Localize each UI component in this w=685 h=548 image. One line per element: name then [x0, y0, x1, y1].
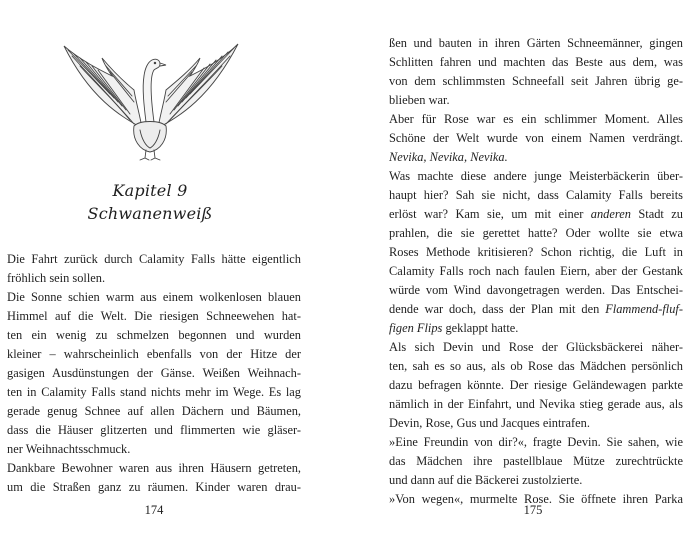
text-line: ten in Calamity Falls stand nichts mehr im Wege. Es lag — [7, 385, 301, 399]
text-line: figen Flips geklappt hatte. — [389, 321, 519, 335]
text-line: prahlen, die sie gerettet hatte? Oder wollte sie etwa — [389, 226, 683, 240]
text-line: um die Straßen ganz zu räumen. Kinder waren drau- — [7, 480, 301, 494]
text-line: Die Sonne schien warm aus einem wolkenlosen blauen — [7, 290, 301, 304]
page-number: 174 — [144, 503, 164, 517]
left-page — [0, 0, 342, 548]
text-line: gerade genug Schnee auf allen Dächern und Bäumen, — [7, 404, 301, 418]
text-line: gasigen Ausdünstungen der Gänse. Weißen Weihnach- — [7, 366, 301, 380]
text-line: Die Fahrt zurück durch Calamity Falls hätte eigentlich — [7, 252, 301, 266]
text-line: nämlich in der Einfahrt, und Nevika stieg gerade aus, als — [389, 397, 683, 411]
text-line: ten, sah es so aus, als ob Rose das Mädchen persönlich — [389, 359, 683, 373]
text-line: Schlitten fahren und machten das Beste aus dem, was — [389, 55, 683, 69]
text-line: ßen und bauten in ihren Gärten Schneemänner, gingen — [389, 36, 683, 50]
text-line: haupt hier? Sah sie nicht, dass Calamity Falls bereits — [389, 188, 683, 202]
text-line: dazu befragen könnte. Der riesige Geländewagen parkte — [389, 378, 683, 392]
swan-illustration — [50, 36, 250, 164]
text-line: Schöne der Welt wurde von einem Namen verdrängt. — [389, 131, 683, 145]
right-page — [342, 0, 685, 548]
text-line: Als sich Devin und Rose der Glücksbäckerei näher- — [389, 340, 683, 354]
chapter-title: Schwanenweiß — [87, 204, 213, 223]
text-line: kleiner – wahrscheinlich ebenfalls von der Hitze der — [7, 347, 301, 361]
text-line: dende war doch, dass der Plan mit den Flammend-fluf- — [389, 302, 683, 316]
text-line: Roses Methode kritisieren? Schon richtig, die Luft in — [389, 245, 683, 259]
text-line: Calamity Falls roch nach faulen Eiern, aber der Gestank — [389, 264, 683, 278]
right-page-body — [389, 34, 683, 509]
text-line: Himmel auf die Welt. Die riesigen Schneewehen hat- — [7, 309, 301, 323]
text-line: würde vom Wind davongetragen werden. Das Entschei- — [389, 283, 683, 297]
page-number: 175 — [523, 503, 543, 517]
text-line: Devin, Rose, Gus und Jacques eintrafen. — [389, 416, 590, 430]
text-line: fröhlich sein sollen. — [7, 271, 106, 285]
text-line: »Eine Freundin von dir?«, fragte Devin. Sie sahen, wie — [389, 435, 683, 449]
text-line: und dann auf die Bäckerei zustolzierte. — [389, 473, 583, 487]
text-line: erlöst war? Kam sie, um mit einer anderen Stadt zu — [389, 207, 683, 221]
text-line: Nevika, Nevika, Nevika. — [389, 150, 508, 164]
text-line: Was machte diese andere junge Meisterbäckerin über- — [389, 169, 683, 183]
text-line: von dem schlimmsten Schneefall seit Jahren übrig ge- — [389, 74, 683, 88]
text-line: Dankbare Bewohner waren aus ihren Häusern getreten, — [7, 461, 301, 475]
chapter-number: Kapitel 9 — [112, 181, 188, 200]
text-line: »Von wegen«, murmelte Rose. Sie öffnete ihren Parka — [389, 492, 683, 506]
text-line: dass die Häuser glitzerten und flimmerten wie gläser- — [7, 423, 301, 437]
text-line: das Mädchen ihre pastellblaue Mütze zurechtrückte — [389, 454, 683, 468]
text-line: ner Weihnachtsschmuck. — [7, 442, 131, 456]
left-page-body — [7, 250, 301, 497]
text-line: Aber für Rose war es ein schlimmer Moment. Alles — [389, 112, 683, 126]
text-line: blieben war. — [389, 93, 450, 107]
text-line: ten ein wenig zu schmelzen begonnen und wurden — [7, 328, 301, 342]
